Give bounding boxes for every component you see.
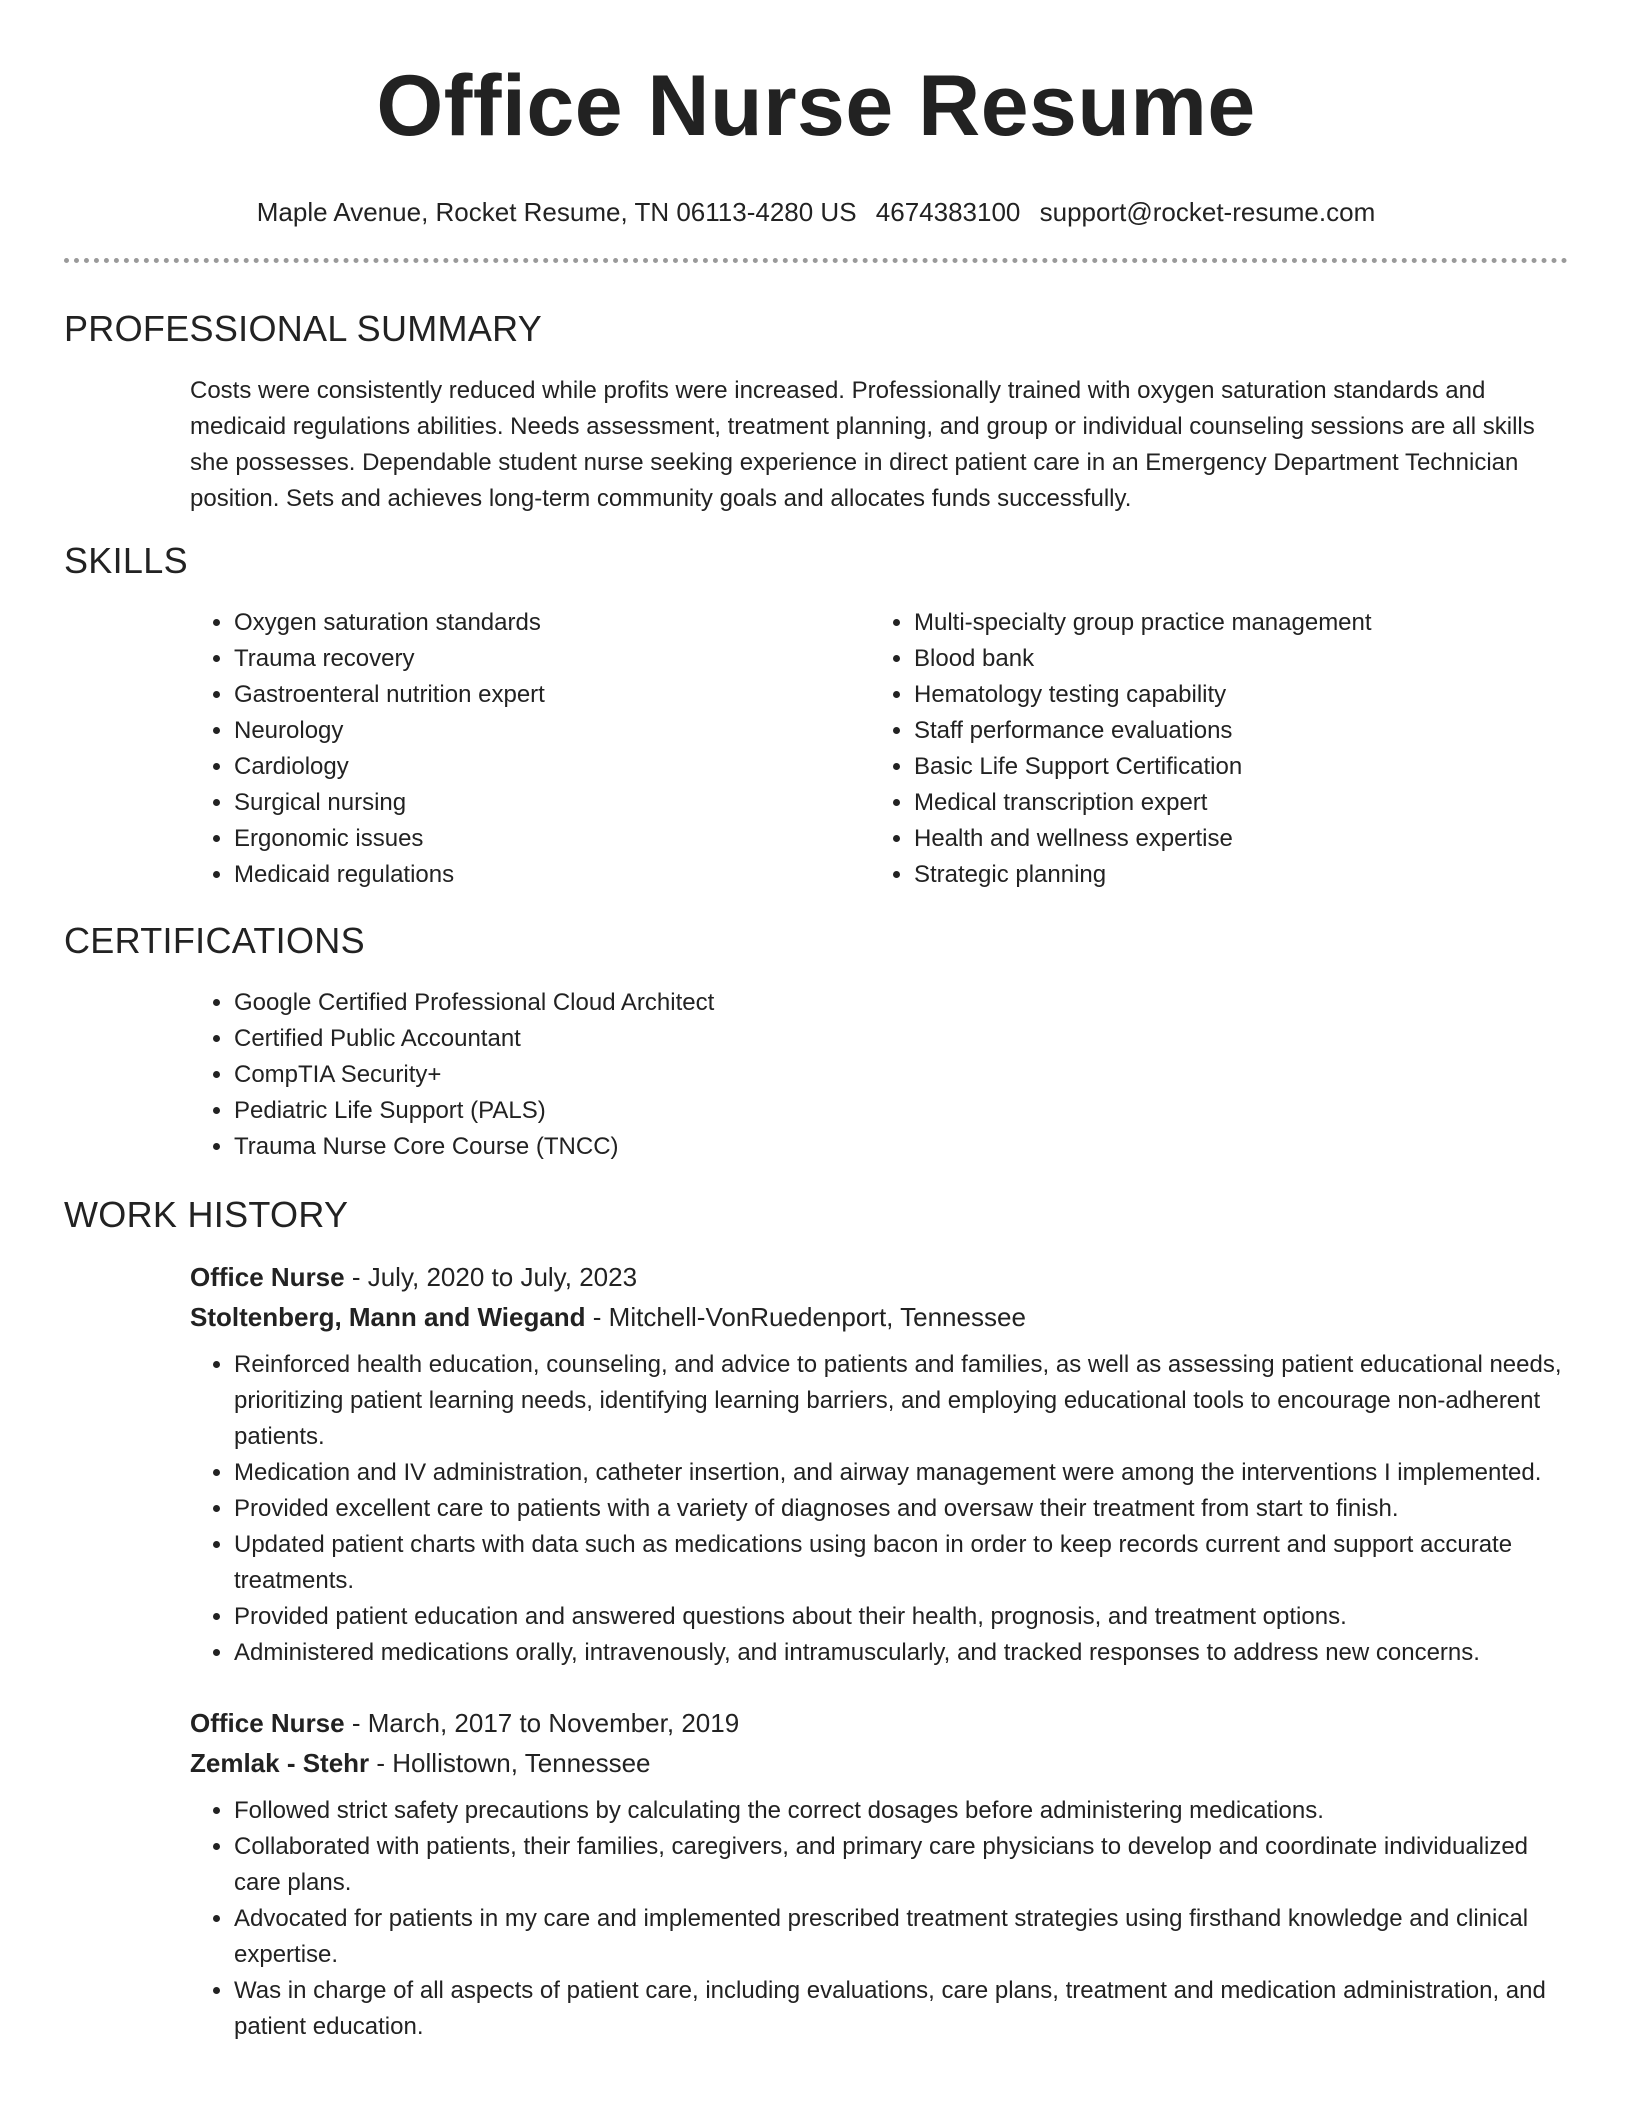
job-company: Stoltenberg, Mann and Wiegand (190, 1302, 586, 1332)
skill-item: • Staff performance evaluations (914, 713, 1550, 749)
job-bullet: • Administered medications orally, intravenously, and intramuscularly, and tracked responses to address new concerns. (234, 1635, 1568, 1671)
job-company: Zemlak - Stehr (190, 1748, 370, 1778)
job-bullet: • Was in charge of all aspects of patient care, including evaluations, care plans, treatment and medication administration, and patient education. (234, 1973, 1568, 2045)
skill-item: • Neurology (234, 713, 870, 749)
job-bullet: • Followed strict safety precautions by calculating the correct dosages before administering medications. (234, 1793, 1568, 1829)
certification-item: • Certified Public Accountant (234, 1021, 1568, 1057)
job-location: - Mitchell-VonRuedenport, Tennessee (585, 1302, 1026, 1332)
skill-item: • Hematology testing capability (914, 677, 1550, 713)
job-bullets (190, 1793, 1568, 2045)
skills-grid (190, 605, 1568, 893)
contact-email: support@rocket-resume.com (1039, 197, 1376, 227)
job-company-line (190, 1297, 1568, 1337)
header-divider (64, 258, 1568, 263)
job-title-line (190, 1703, 1568, 1743)
job-dates: - March, 2017 to November, 2019 (344, 1708, 740, 1738)
certifications-list (190, 985, 1568, 1165)
skills-column-right (870, 605, 1550, 893)
certification-item: • Trauma Nurse Core Course (TNCC) (234, 1129, 1568, 1165)
skill-item: • Medical transcription expert (914, 785, 1550, 821)
job-bullet: • Reinforced health education, counseling, and advice to patients and families, as well as assessing patient educational needs, prioritizing patient learning needs, identifying learning barriers, and employing educational tools to encourage non-adherent patients. (234, 1347, 1568, 1455)
skill-item: • Basic Life Support Certification (914, 749, 1550, 785)
certifications-list-wrap (190, 985, 1568, 1165)
job-title: Office Nurse (190, 1262, 345, 1292)
certifications-section (64, 919, 1568, 1165)
skill-item: • Strategic planning (914, 857, 1550, 893)
certification-item: • Google Certified Professional Cloud Architect (234, 985, 1568, 1021)
skills-section (64, 539, 1568, 893)
skill-item: • Cardiology (234, 749, 870, 785)
contact-line (64, 196, 1568, 228)
job-company-line (190, 1743, 1568, 1783)
job-entry (64, 1257, 1568, 1671)
contact-phone: 4674383100 (875, 197, 1021, 227)
summary-section (64, 307, 1568, 517)
job-bullet: • Medication and IV administration, catheter insertion, and airway management were among the interventions I implemented. (234, 1455, 1568, 1491)
job-location: - Hollistown, Tennessee (369, 1748, 651, 1778)
certification-item: • Pediatric Life Support (PALS) (234, 1093, 1568, 1129)
work-history-heading: WORK HISTORY (64, 1194, 349, 1235)
skill-item: • Gastroenteral nutrition expert (234, 677, 870, 713)
contact-address: Maple Avenue, Rocket Resume, TN 06113-4280 US (256, 197, 857, 227)
skills-heading: SKILLS (64, 540, 188, 581)
job-title-line (190, 1257, 1568, 1297)
skill-item: • Ergonomic issues (234, 821, 870, 857)
resume-title: Office Nurse Resume (376, 58, 1256, 154)
job-bullet: • Advocated for patients in my care and implemented prescribed treatment strategies using firsthand knowledge and clinical expertise. (234, 1901, 1568, 1973)
resume-page (64, 0, 1568, 2045)
summary-text: Costs were consistently reduced while profits were increased. Professionally trained with oxygen saturation standards and medicaid regulations abilities. Needs assessment, treatment planning, and group or individual counseling sessions are all skills she possesses. Dependable student nurse seeking experience in direct patient care in an Emergency Department Technician position. Sets and achieves long-term community goals and allocates funds successfully. (190, 377, 1535, 512)
skill-item: • Medicaid regulations (234, 857, 870, 893)
job-bullets (190, 1347, 1568, 1671)
skill-item: • Oxygen saturation standards (234, 605, 870, 641)
job-bullet: • Collaborated with patients, their families, caregivers, and primary care physicians to develop and coordinate individualized care plans. (234, 1829, 1568, 1901)
certifications-heading: CERTIFICATIONS (64, 920, 365, 961)
summary-heading: PROFESSIONAL SUMMARY (64, 308, 543, 349)
job-dates: - July, 2020 to July, 2023 (344, 1262, 638, 1292)
skills-column-left (190, 605, 870, 893)
skill-item: • Surgical nursing (234, 785, 870, 821)
skill-item: • Blood bank (914, 641, 1550, 677)
job-title: Office Nurse (190, 1708, 345, 1738)
work-history-section (64, 1193, 1568, 2045)
skill-item: • Multi-specialty group practice management (914, 605, 1550, 641)
job-entry (64, 1703, 1568, 2045)
skill-item: • Health and wellness expertise (914, 821, 1550, 857)
job-bullet: • Updated patient charts with data such as medications using bacon in order to keep records current and support accurate treatments. (234, 1527, 1568, 1599)
certification-item: • CompTIA Security+ (234, 1057, 1568, 1093)
job-bullet: • Provided excellent care to patients with a variety of diagnoses and oversaw their treatment from start to finish. (234, 1491, 1568, 1527)
skill-item: • Trauma recovery (234, 641, 870, 677)
job-bullet: • Provided patient education and answered questions about their health, prognosis, and treatment options. (234, 1599, 1568, 1635)
